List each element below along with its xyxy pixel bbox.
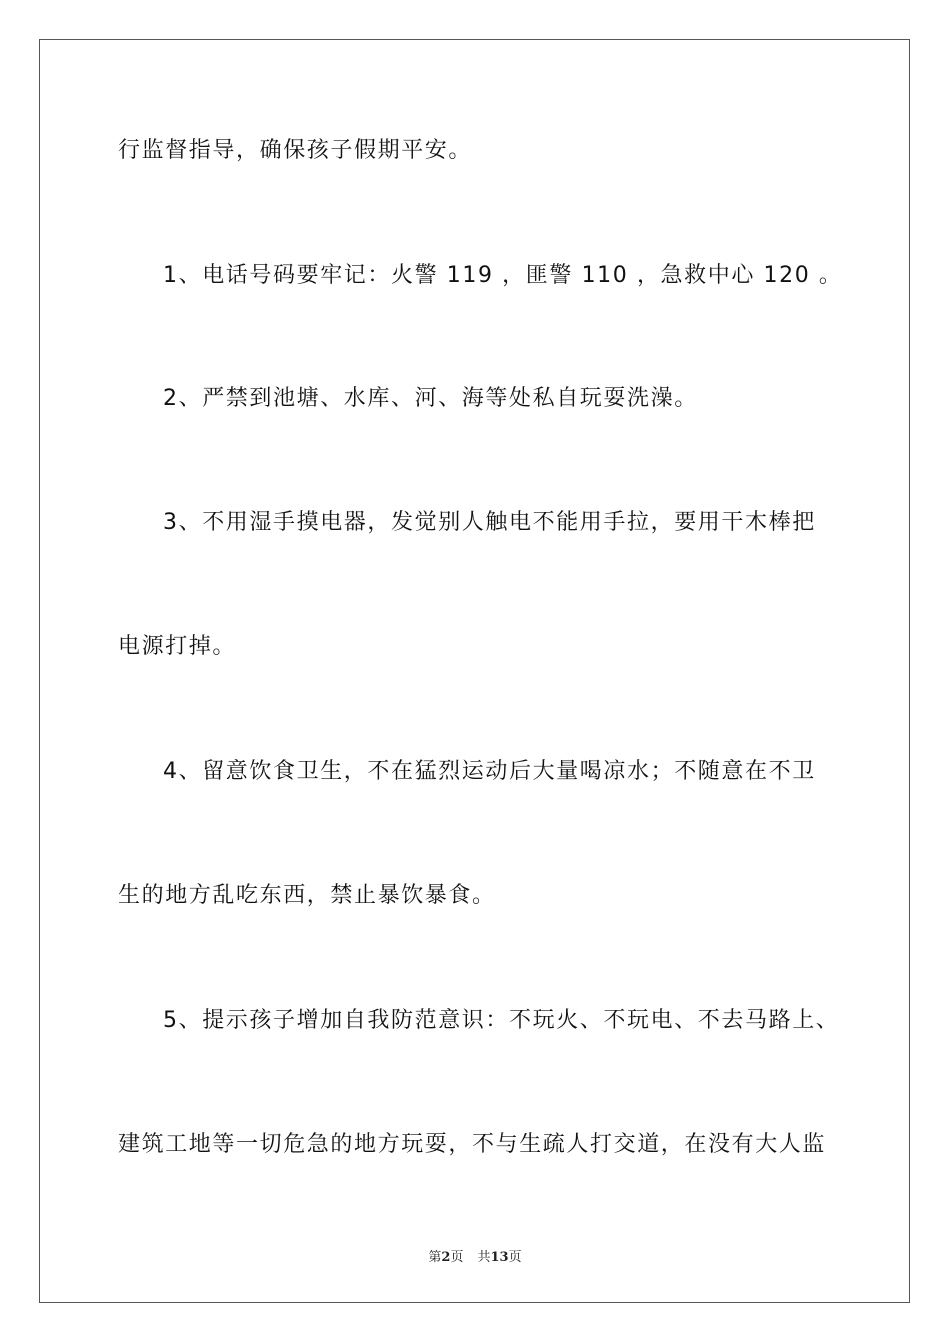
page-number: 2 — [441, 1250, 451, 1265]
total-prefix: 共 — [477, 1250, 491, 1265]
page-prefix: 第 — [428, 1250, 442, 1265]
text-line-9: 建筑工地等一切危急的地方玩耍，不与生疏人打交道，在没有大人监 — [118, 1132, 827, 1157]
text-line-1: 行监督指导，确保孩子假期平安。 — [118, 138, 473, 163]
total-suffix: 页 — [508, 1250, 522, 1265]
text-line-2: 1、电话号码要牢记：火警 119 ，匪警 110 ，急救中心 120 。 — [163, 263, 843, 288]
text-line-8: 5、提示孩子增加自我防范意识：不玩火、不玩电、不去马路上、 — [163, 1008, 840, 1033]
page-suffix: 页 — [450, 1250, 464, 1265]
total-pages: 13 — [490, 1250, 509, 1265]
page-footer — [0, 1246, 950, 1265]
text-line-7: 生的地方乱吃东西，禁止暴饮暴食。 — [118, 883, 496, 908]
text-line-6: 4、留意饮食卫生，不在猛烈运动后大量喝凉水；不随意在不卫 — [163, 759, 816, 784]
page-border — [39, 39, 910, 1303]
text-line-3: 2、严禁到池塘、水库、河、海等处私自玩耍洗澡。 — [163, 386, 698, 411]
text-line-5: 电源打掉。 — [118, 634, 237, 659]
text-line-4: 3、不用湿手摸电器，发觉别人触电不能用手拉，要用干木棒把 — [163, 510, 816, 535]
